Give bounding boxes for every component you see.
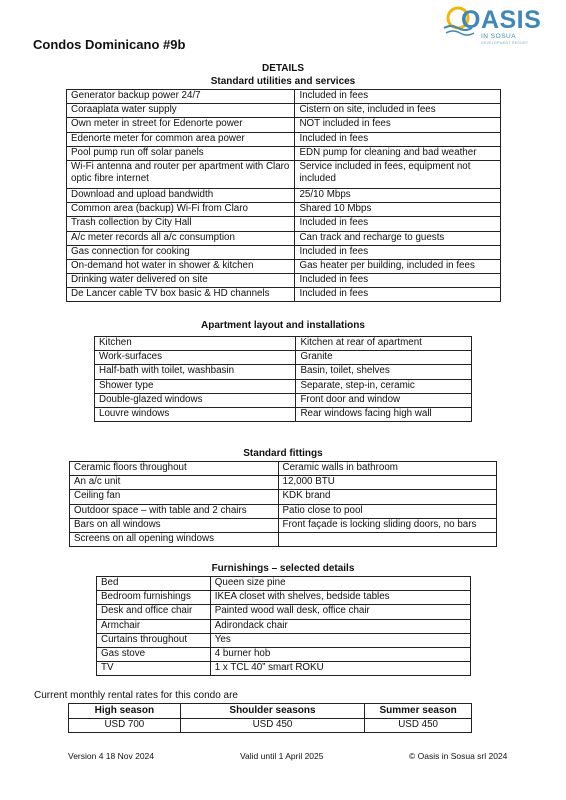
table-row [95, 379, 472, 393]
table-cell: Coraaplata water supply [67, 104, 295, 118]
footer-validity: Valid until 1 April 2025 [240, 751, 324, 761]
table-row [67, 231, 501, 245]
table-cell: An a/c unit [70, 476, 279, 490]
table-cell [278, 532, 496, 546]
table-cell: Bars on all windows [70, 518, 279, 532]
table-row [97, 619, 471, 633]
layout-heading: Apartment layout and installations [201, 320, 365, 331]
table-cell: Patio close to pool [278, 504, 496, 518]
table-cell: 12,000 BTU [278, 476, 496, 490]
table-cell: On-demand hot water in shower & kitchen [67, 259, 295, 273]
table-cell: Bed [97, 577, 211, 591]
rates-table [68, 703, 472, 733]
table-row [95, 351, 472, 365]
table-row [67, 217, 501, 231]
table-row [67, 160, 501, 188]
table-row [70, 532, 497, 546]
utilities-heading: Standard utilities and services [210, 76, 356, 87]
table-cell: TV [97, 662, 211, 676]
fittings-table [69, 461, 497, 547]
table-cell: Included in fees [295, 288, 501, 302]
table-cell: Own meter in street for Edenorte power [67, 118, 295, 132]
table-cell: Kitchen at rear of apartment [296, 337, 472, 351]
table-row [70, 518, 497, 532]
table-cell: Shared 10 Mbps [295, 203, 501, 217]
table-cell: Adirondack chair [210, 619, 470, 633]
table-row [97, 605, 471, 619]
table-cell: Edenorte meter for common area power [67, 132, 295, 146]
table-cell: IKEA closet with shelves, bedside tables [210, 591, 470, 605]
table-row [70, 490, 497, 504]
table-cell: Wi-Fi antenna and router per apartment with Claro optic fibre internet [67, 160, 295, 188]
rate-value: USD 450 [365, 719, 472, 733]
table-cell: Gas connection for cooking [67, 245, 295, 259]
column-header: Shoulder seasons [180, 704, 364, 719]
table-cell: Shower type [95, 379, 296, 393]
table-row [67, 132, 501, 146]
table-row [67, 146, 501, 160]
table-row [95, 393, 472, 407]
table-cell: Generator backup power 24/7 [67, 90, 295, 104]
table-row [70, 476, 497, 490]
table-cell: Yes [210, 633, 470, 647]
table-cell: Basin, toilet, shelves [296, 365, 472, 379]
table-row [70, 504, 497, 518]
table-row [95, 337, 472, 351]
table-row [97, 633, 471, 647]
table-cell: Bedroom furnishings [97, 591, 211, 605]
table-cell: Rear windows facing high wall [296, 407, 472, 421]
table-cell: Included in fees [295, 90, 501, 104]
table-cell: Ceramic walls in bathroom [278, 462, 496, 476]
table-row [67, 188, 501, 202]
rates-intro: Current monthly rental rates for this condo are [34, 690, 238, 701]
table-cell: Outdoor space – with table and 2 chairs [70, 504, 279, 518]
footer-copyright: © Oasis in Sosua srl 2024 [409, 751, 508, 761]
table-cell: Separate, step-in, ceramic [296, 379, 472, 393]
furnishings-heading: Furnishings – selected details [211, 563, 355, 574]
table-cell: 25/10 Mbps [295, 188, 501, 202]
table-row [67, 203, 501, 217]
table-cell: Screens on all opening windows [70, 532, 279, 546]
details-heading: DETAILS [261, 63, 305, 74]
table-cell: Can track and recharge to guests [295, 231, 501, 245]
table-row [69, 719, 472, 733]
table-cell: Ceramic floors throughout [70, 462, 279, 476]
table-row [70, 462, 497, 476]
table-cell: Included in fees [295, 274, 501, 288]
table-row [97, 647, 471, 661]
table-cell: Ceiling fan [70, 490, 279, 504]
table-header-row [69, 704, 472, 719]
table-row [67, 90, 501, 104]
table-cell: Trash collection by City Hall [67, 217, 295, 231]
utilities-table [66, 89, 501, 302]
table-cell: De Lancer cable TV box basic & HD channels [67, 288, 295, 302]
table-cell: Gas heater per building, included in fees [295, 259, 501, 273]
column-header: Summer season [365, 704, 472, 719]
table-cell: 4 burner hob [210, 647, 470, 661]
table-cell: Gas stove [97, 647, 211, 661]
table-cell: Front door and window [296, 393, 472, 407]
table-cell: Half-bath with toilet, washbasin [95, 365, 296, 379]
table-row [67, 259, 501, 273]
table-cell: 1 x TCL 40” smart ROKU [210, 662, 470, 676]
table-cell: Front façade is locking sliding doors, no bars [278, 518, 496, 532]
table-cell: Armchair [97, 619, 211, 633]
table-row [67, 245, 501, 259]
table-cell: Included in fees [295, 245, 501, 259]
table-row [95, 407, 472, 421]
footer-version: Version 4 18 Nov 2024 [68, 751, 155, 761]
table-cell: Painted wood wall desk, office chair [210, 605, 470, 619]
rate-value: USD 450 [180, 719, 364, 733]
logo-subtitle: IN SOSUA [481, 33, 517, 40]
table-cell: Curtains throughout [97, 633, 211, 647]
table-cell: Included in fees [295, 132, 501, 146]
table-cell: Kitchen [95, 337, 296, 351]
column-header: High season [69, 704, 181, 719]
table-cell: Cistern on site, included in fees [295, 104, 501, 118]
table-cell: A/c meter records all a/c consumption [67, 231, 295, 245]
table-row [97, 577, 471, 591]
furnishings-table [96, 576, 471, 676]
table-row [97, 662, 471, 676]
fittings-heading: Standard fittings [243, 448, 323, 459]
oasis-logo [441, 6, 542, 48]
table-cell: NOT included in fees [295, 118, 501, 132]
layout-table [94, 336, 472, 422]
table-cell: Pool pump run off solar panels [67, 146, 295, 160]
table-cell: Included in fees [295, 217, 501, 231]
document-title: Condos Dominicano #9b [33, 37, 186, 52]
table-row [67, 288, 501, 302]
table-cell: Queen size pine [210, 577, 470, 591]
table-cell: Granite [296, 351, 472, 365]
table-row [95, 365, 472, 379]
logo-word: OASIS [461, 6, 542, 34]
table-row [67, 274, 501, 288]
table-cell: Drinking water delivered on site [67, 274, 295, 288]
table-cell: Work-surfaces [95, 351, 296, 365]
table-cell: Common area (backup) Wi-Fi from Claro [67, 203, 295, 217]
table-cell: KDK brand [278, 490, 496, 504]
table-row [97, 591, 471, 605]
rate-value: USD 700 [69, 719, 181, 733]
table-row [67, 104, 501, 118]
table-cell: Service included in fees, equipment not included [295, 160, 501, 188]
logo-tagline: DEVELOPMENT RESORT [481, 41, 529, 45]
table-cell: Desk and office chair [97, 605, 211, 619]
table-cell: EDN pump for cleaning and bad weather [295, 146, 501, 160]
table-cell: Louvre windows [95, 407, 296, 421]
table-cell: Download and upload bandwidth [67, 188, 295, 202]
table-row [67, 118, 501, 132]
table-cell: Double-glazed windows [95, 393, 296, 407]
